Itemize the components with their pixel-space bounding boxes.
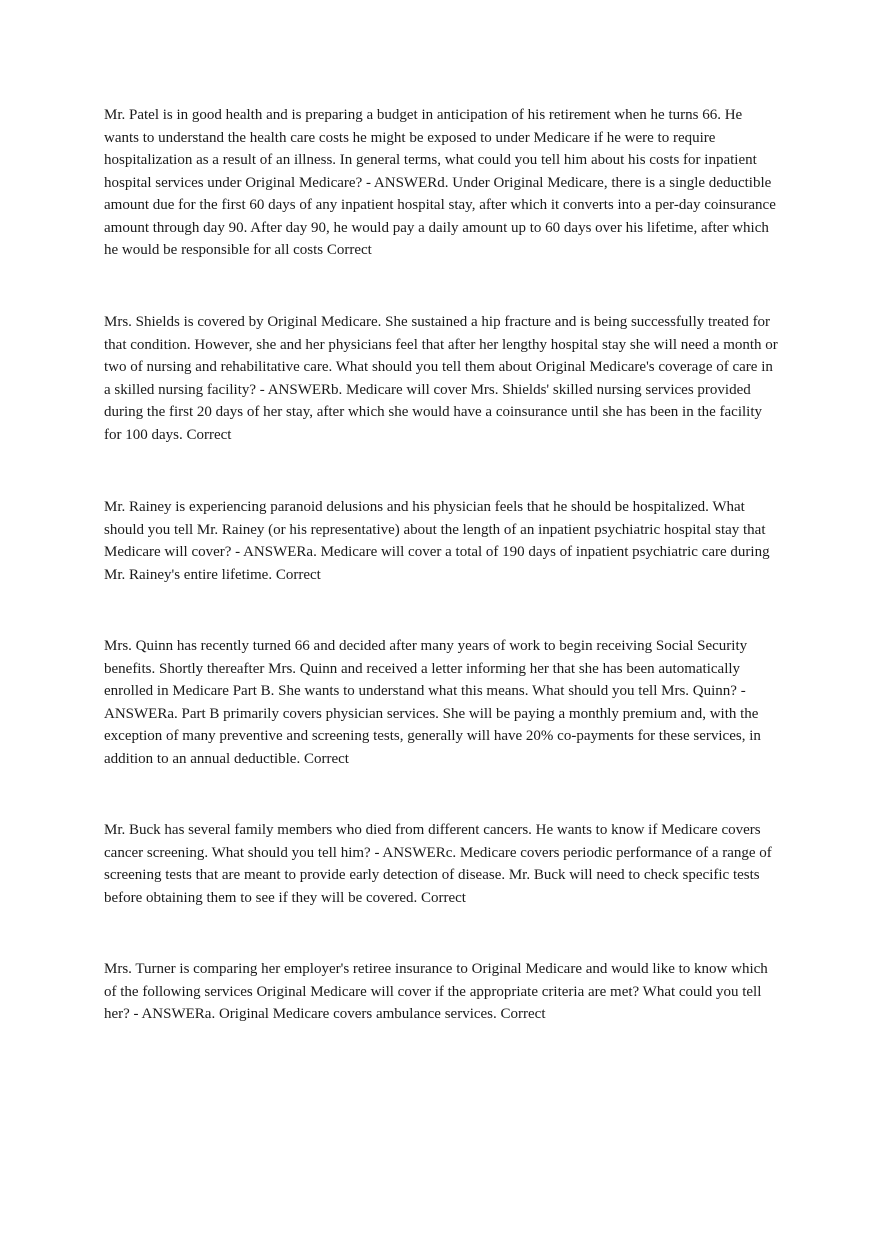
question-answer-turner: Mrs. Turner is comparing her employer's retiree insurance to Original Medicare and would like to know which of the following services Original Medicare will cover if the appropriate criteria are met? What could you tell her? - ANSWERa. Original Medicare covers ambulance services. Correct: [104, 961, 768, 1022]
question-answer-buck: Mr. Buck has several family members who died from different cancers. He wants to know if Medicare covers cancer screening. What should you tell him? - ANSWERc. Medicare covers periodic performance of a range of screening tests that are meant to provide early detection of disease. Mr. Buck will need to check specific tests before obtaining them to see if they will be covered. Correct: [104, 822, 772, 906]
question-answer-rainey: Mr. Rainey is experiencing paranoid delusions and his physician feels that he should be hospitalized. What should you tell Mr. Rainey (or his representative) about the length of an inpatient psychiatric hospital stay that Medicare will cover? - ANSWERa. Medicare will cover a total of 190 days of inpatient psychiatric care during Mr. Rainey's entire lifetime. Correct: [104, 499, 770, 583]
question-answer-quinn: Mrs. Quinn has recently turned 66 and decided after many years of work to begin receiving Social Security benefits. Shortly thereafter Mrs. Quinn and received a letter informing her that she has been automatically enrolled in Medicare Part B. She wants to understand what this means. What should you tell Mrs. Quinn? - ANSWERa. Part B primarily covers physician services. She will be paying a monthly premium and, with the exception of many preventive and screening tests, generally will have 20% co-payments for these services, in addition to an annual deductible. Correct: [104, 638, 761, 767]
question-answer-shields: Mrs. Shields is covered by Original Medicare. She sustained a hip fracture and is being successfully treated for that condition. However, she and her physicians feel that after her lengthy hospital stay she will need a month or two of nursing and rehabilitative care. What should you tell them about Original Medicare's coverage of care in a skilled nursing facility? - ANSWERb. Medicare will cover Mrs. Shields' skilled nursing services provided during the first 20 days of her stay, after which she would have a coinsurance until she has been in the facility for 100 days. Correct: [104, 314, 778, 443]
question-answer-patel: Mr. Patel is in good health and is preparing a budget in anticipation of his retirement when he turns 66. He wants to understand the health care costs he might be exposed to under Medicare if he were to require hospitalization as a result of an illness. In general terms, what could you tell him about his costs for inpatient hospital services under Original Medicare? - ANSWERd. Under Original Medicare, there is a single deductible amount due for the first 60 days of any inpatient hospital stay, after which it converts into a per-day coinsurance amount through day 90. After day 90, he would pay a daily amount up to 60 days over his lifetime, after which he would be responsible for all costs Correct: [104, 107, 776, 258]
